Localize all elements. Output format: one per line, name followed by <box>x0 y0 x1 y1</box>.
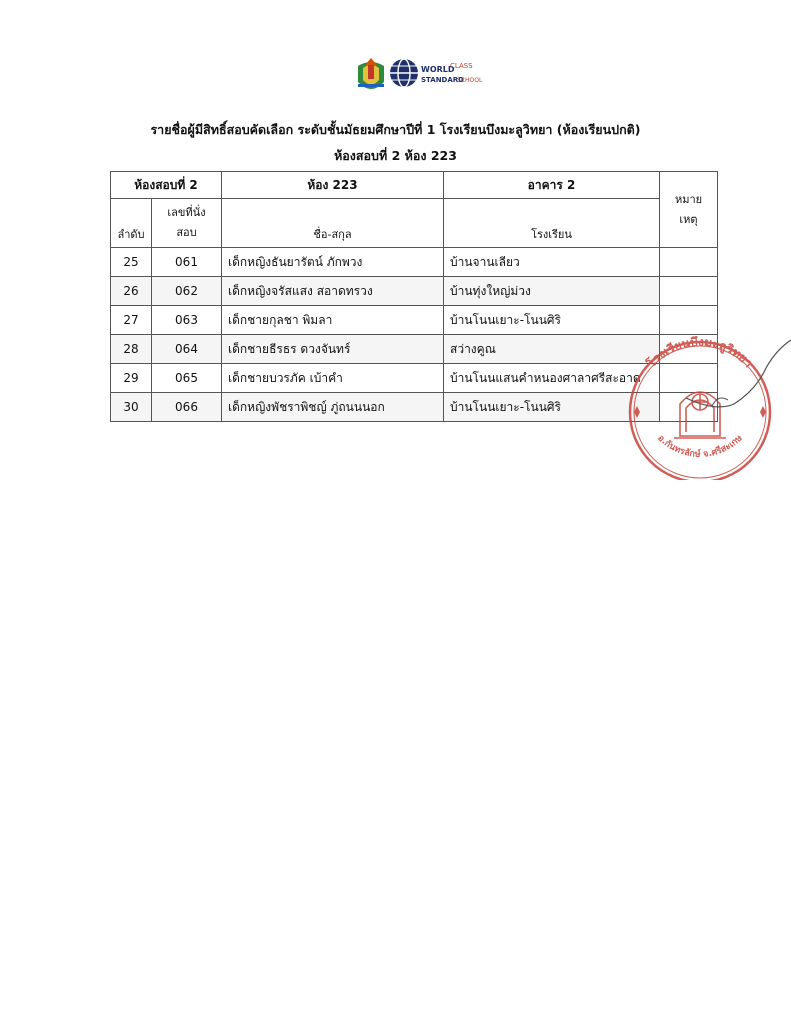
header-note-line2: เหตุ <box>679 212 698 226</box>
cell-note <box>660 277 718 306</box>
document-subtitle: ห้องสอบที่ 2 ห้อง 223 <box>334 148 457 163</box>
header-logos <box>354 56 490 92</box>
header-note <box>660 172 718 248</box>
header-name: ชื่อ-สกุล <box>222 199 444 248</box>
svg-text:SCHOOL: SCHOOL <box>457 77 483 84</box>
school-seal-stamp-icon <box>616 320 791 480</box>
cell-school: บ้านโนนแสนคำหนองศาลาศรีสะอาด <box>444 364 660 393</box>
svg-text:STANDARD: STANDARD <box>421 76 464 84</box>
document-title: รายชื่อผู้มีสิทธิ์สอบคัดเลือก ระดับชั้นมัธยมศึกษาปีที่ 1 โรงเรียนบึงมะลูวิทยา (ห้องเรียนปกติ) <box>150 122 641 137</box>
cell-seat: 062 <box>152 277 222 306</box>
cell-school: สว่างคูณ <box>444 335 660 364</box>
header-room: ห้อง 223 <box>222 172 444 199</box>
cell-name: เด็กหญิงจรัสแสง สอาดทรวง <box>222 277 444 306</box>
cell-seat: 061 <box>152 248 222 277</box>
cell-school: บ้านโนนเยาะ-โนนศิริ <box>444 306 660 335</box>
cell-name: เด็กชายธีรธร ดวงจันทร์ <box>222 335 444 364</box>
cell-name: เด็กชายบวรภัค เบ้าคำ <box>222 364 444 393</box>
cell-order: 25 <box>111 248 152 277</box>
cell-school: บ้านทุ่งใหญ่ม่วง <box>444 277 660 306</box>
header-exam-room: ห้องสอบที่ 2 <box>111 172 222 199</box>
cell-order: 30 <box>111 393 152 422</box>
cell-order: 26 <box>111 277 152 306</box>
cell-name: เด็กหญิงธันยารัตน์ ภักพวง <box>222 248 444 277</box>
cell-seat: 066 <box>152 393 222 422</box>
world-class-logo <box>390 59 483 87</box>
header-seat <box>152 199 222 248</box>
cell-name: เด็กหญิงพัชราพิชญ์ ภู่ถนนนอก <box>222 393 444 422</box>
cell-seat: 065 <box>152 364 222 393</box>
cell-note <box>660 248 718 277</box>
cell-order: 28 <box>111 335 152 364</box>
table-row <box>111 277 718 306</box>
header-note-line1: หมาย <box>674 192 703 206</box>
header-seat-line1: เลขที่นั่ง <box>167 206 206 219</box>
table-row <box>111 248 718 277</box>
cell-name: เด็กชายกุลชา พิมลา <box>222 306 444 335</box>
header-school: โรงเรียน <box>444 199 660 248</box>
svg-text:โรงเรียนบึงมะลูวิทยา: โรงเรียนบึงมะลูวิทยา <box>644 334 756 371</box>
header-seat-line2: สอบ <box>176 226 197 239</box>
svg-text:CLASS: CLASS <box>450 62 473 70</box>
school-emblem-icon <box>358 58 384 89</box>
cell-school: บ้านโนนเยาะ-โนนศิริ <box>444 393 660 422</box>
cell-seat: 064 <box>152 335 222 364</box>
header-order: ลำดับ <box>111 199 152 248</box>
cell-school: บ้านจานเลียว <box>444 248 660 277</box>
header-building: อาคาร 2 <box>444 172 660 199</box>
cell-order: 29 <box>111 364 152 393</box>
svg-text:WORLD: WORLD <box>421 65 455 74</box>
svg-text:อ.กันทรลักษ์ จ.ศรีสะเกษ: อ.กันทรลักษ์ จ.ศรีสะเกษ <box>655 433 745 460</box>
cell-seat: 063 <box>152 306 222 335</box>
cell-order: 27 <box>111 306 152 335</box>
